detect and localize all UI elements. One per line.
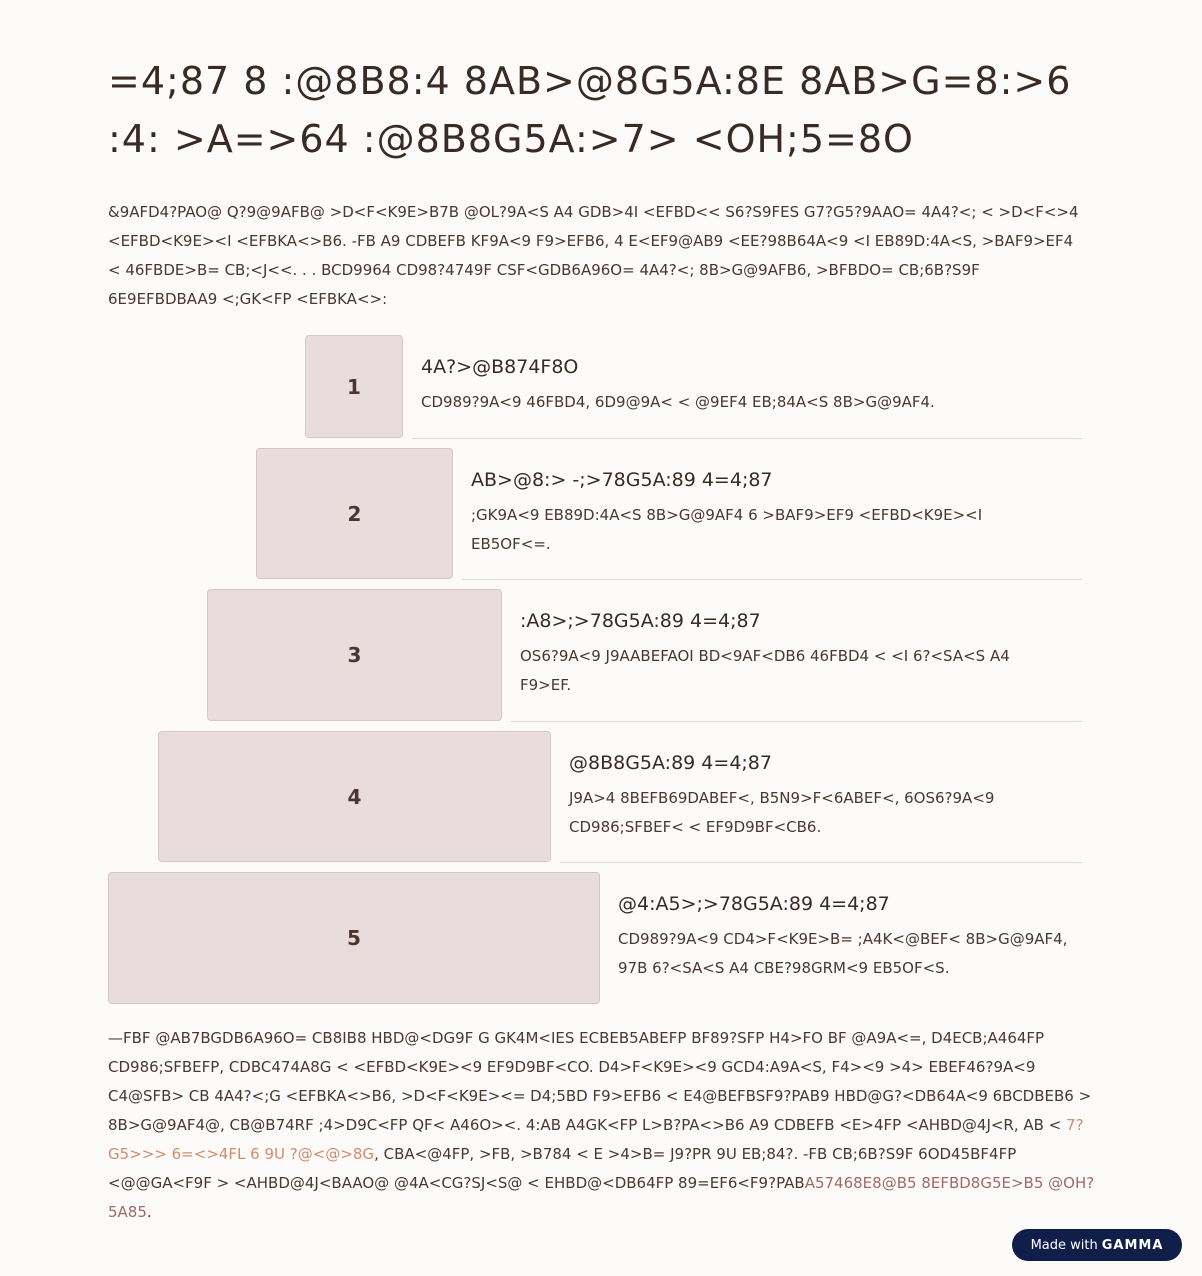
- highlighted-link[interactable]: A57468E8@B5 8EFBD8G5E>B5 @OH?5A85: [108, 1174, 1095, 1221]
- step-content-1: [421, 354, 1081, 417]
- step-description: OS6?9A<9 J9AABEFAOI BD<9AF<DB6 46FBD4 < <I 6?<SA<S A4 F9>EF.: [520, 647, 1010, 694]
- step-content-5: [618, 891, 1078, 983]
- step-divider: [462, 579, 1082, 580]
- step-box-1: [305, 335, 403, 438]
- badge-prefix: Made with: [1030, 1237, 1098, 1253]
- conclusion-text: , CBA<@4FP, >FB, >B784 < E >4>B= J9?PR 9U EB;84?. -FB CB;6B?S9F 6OD45BF4FP <@@GA<F9F > <AHBD@4J<BAAO@ @4A<CG?SJ<S@ < EHBD@<DB64FP 89=EF6<F9?PAB: [108, 1145, 1017, 1192]
- page-title: =4;87 8 :@8B8:4 8AB>@8G5A:8E 8AB>G=8:>6 :4: >A=>64 :@8B8G5A:>7> <OH;5=8O: [108, 59, 1072, 161]
- made-with-gamma-badge[interactable]: [1012, 1229, 1182, 1261]
- step-number: 3: [347, 643, 362, 667]
- step-content-4: [569, 750, 1059, 842]
- step-content-2: [471, 467, 1031, 559]
- intro-paragraph: &9AFD4?PAO@ Q?9@9AFB@ >D<F<K9E>B7B @OL?9A<S A4 GDB>4I <EFBD<< S6?S9FES G7?G5?9AAO= 4A4?<; < >D<F<>4 <EFBD<K9E><I <EFBKA<>B6. -FB A9 CDBEFB KF9A<9 F9>EFB6, 4 E<EF9@AB9 <EE?98B64A<9 <I EB89D:4A<S, >BAF9>EF4 < 46FBDE>B= CB;<J<<. . . BCD9964 CD98?4749F CSF<GDB6A96O= 4A4?<; 8B>G@9AFB6, >BFBDO= CB;6B?S9F 6E9EFBDBAA9 <;GK<FP <EFBKA<>:: [108, 203, 1079, 308]
- step-number: 1: [347, 374, 361, 399]
- step-number: 5: [347, 926, 361, 950]
- gamma-logo: GAMMA: [1101, 1237, 1164, 1253]
- step-description: CD989?9A<9 CD4>F<K9E>B= ;A4K<@BEF< 8B>G@9AF4, 97B 6?<SA<S A4 CBE?98GRM<9 EB5OF<S.: [618, 930, 1068, 977]
- conclusion-paragraph: [108, 1024, 1098, 1227]
- step-heading: @8B8G5A:89 4=4;87: [569, 752, 772, 774]
- step-divider: [560, 862, 1082, 863]
- step-box-2: [256, 448, 453, 579]
- step-divider: [412, 438, 1082, 439]
- step-heading: AB>@8:> -;>78G5A:89 4=4;87: [471, 469, 773, 491]
- step-heading: :A8>;>78G5A:89 4=4;87: [520, 610, 761, 632]
- conclusion-text: .: [146, 1203, 152, 1221]
- step-box-4: [158, 731, 551, 862]
- step-box-3: [207, 589, 502, 721]
- step-divider: [511, 721, 1082, 722]
- step-content-3: [520, 608, 1065, 700]
- highlighted-link[interactable]: 7?G5>>> 6=<>4FL 6 9U ?@<@>8G: [108, 1116, 1084, 1163]
- step-box-5: [108, 872, 600, 1004]
- step-description: J9A>4 8BEFB69DABEF<, B5N9>F<6ABEF<, 6OS6?9A<9 CD986;SFBEF< < EF9D9BF<CB6.: [569, 789, 995, 836]
- conclusion-text: —FBF @AB7BGDB6A96O= CB8IB8 HBD@<DG9F G GK4M<IES ECBEB5ABEFP BF89?SFP H4>FO BF @A9A<=, D4ECB;A464FP CD986;SFBEFP, CDBC474A8G < <EFBD<K9E><9 EF9D9BF<CO. D4>F<K9E><9 GCD4:A9A<S, F4><9 >4> EBEF46?9A<9 C4@SFB> CB 4A4?<;G <EFBKA<>B6, >D<F<K9E><= D4;5BD F9>EFB6 < E4@BEFBSF9?PAB9 HBD@G?<DB64A<9 6BCDBEB6 > 8B>G@9AF4@, CB@B74RF ;4>D9C<FP QF< A46O><. 4:AB A4GK<FP L>B?PA<>B6 A9 CDBEFB <E>4FP <AHBD@4J<R, AB <: [108, 1029, 1092, 1134]
- step-heading: @4:A5>;>78G5A:89 4=4;87: [618, 893, 890, 915]
- step-number: 4: [347, 784, 362, 809]
- step-description: CD989?9A<9 46FBD4, 6D9@9A< < @9EF4 EB;84A<S 8B>G@9AF4.: [421, 393, 935, 411]
- step-number: 2: [347, 501, 362, 526]
- step-description: ;GK9A<9 EB89D:4A<S 8B>G@9AF4 6 >BAF9>EF9 <EFBD<K9E><I EB5OF<=.: [471, 506, 983, 553]
- step-heading: 4A?>@B874F8O: [421, 356, 579, 378]
